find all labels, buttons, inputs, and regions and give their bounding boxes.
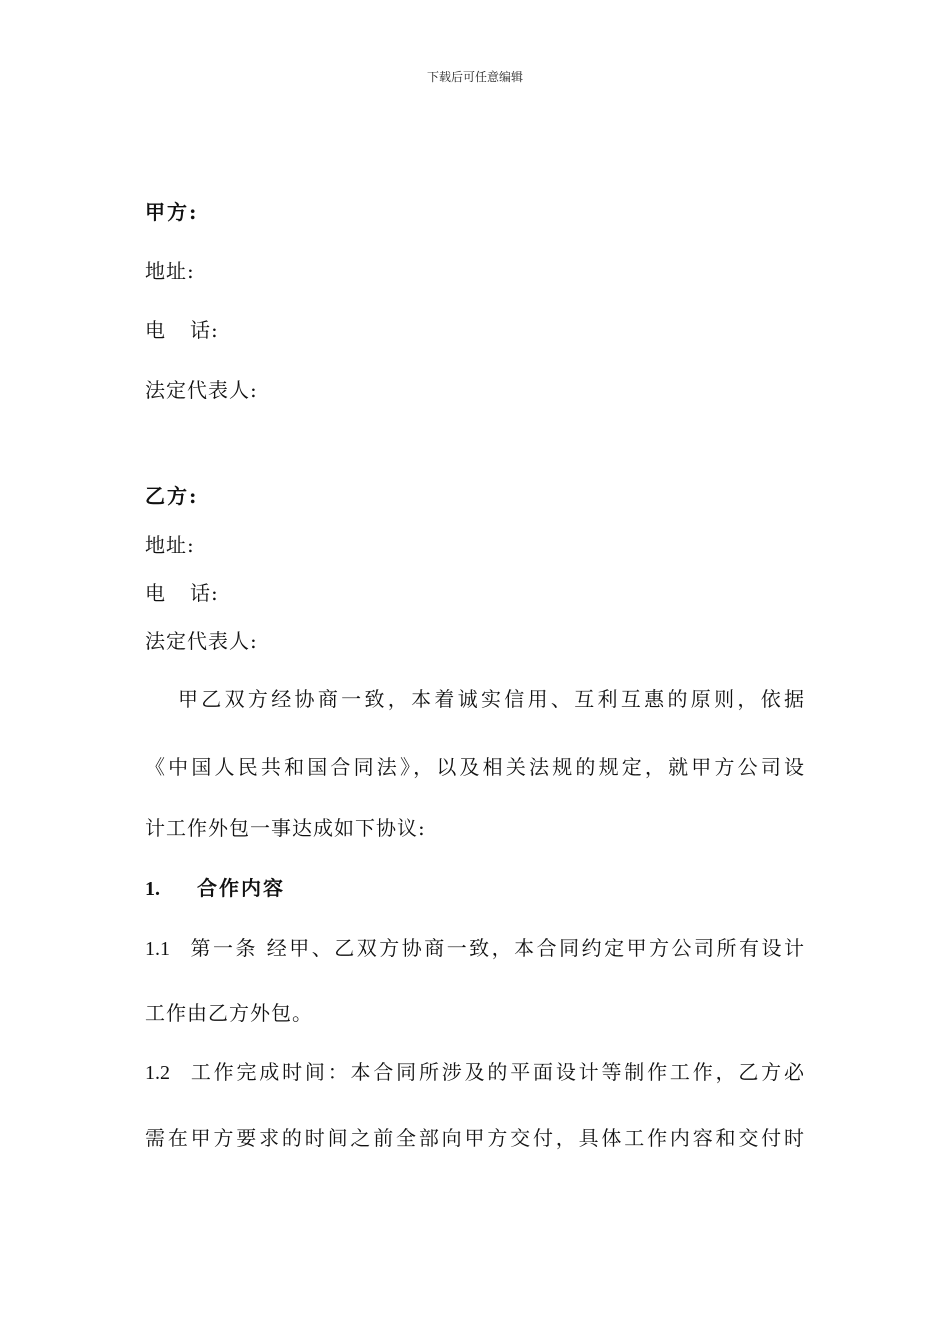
party-a-address-label: 地址: — [145, 259, 195, 283]
section-1-heading — [145, 878, 285, 899]
clause-1-1-line-1 — [145, 938, 805, 959]
party-b-address-label: 地址: — [145, 533, 195, 557]
party-b-title: 乙方: — [145, 484, 199, 508]
party-a-phone-label-char1: 电 — [145, 318, 166, 342]
party-b-representative-label: 法定代表人: — [145, 629, 258, 653]
party-b-phone-label-char2: 话: — [190, 581, 219, 605]
party-a-representative-label: 法定代表人: — [145, 378, 258, 402]
party-a-title: 甲方: — [145, 200, 199, 224]
clause-1-2-text-1: 工作完成时间：本合同所涉及的平面设计等制作工作，乙方必 — [189, 1060, 805, 1084]
clause-1-2-number: 1.2 — [145, 1062, 170, 1084]
clause-1-2-line-1 — [145, 1062, 805, 1083]
page-header-note: 下载后可任意编辑 — [426, 70, 523, 84]
party-a-phone-label — [145, 320, 219, 340]
clause-1-1-number: 1.1 — [145, 938, 170, 960]
party-b-phone-label — [145, 583, 219, 603]
intro-line-3: 计工作外包一事达成如下协议: — [145, 816, 426, 840]
clause-1-1-text-1: 第一条 经甲、乙双方协商一致，本合同约定甲方公司所有设计 — [189, 936, 805, 960]
clause-1-2-line-2: 需在甲方要求的时间之前全部向甲方交付，具体工作内容和交付时 — [145, 1126, 805, 1150]
intro-line-1: 甲乙双方经协商一致，本着诚实信用、互利互惠的原则，依据 — [178, 687, 805, 711]
party-b-phone-label-char1: 电 — [145, 581, 166, 605]
section-1-number: 1. — [145, 878, 160, 900]
section-1-title: 合作内容 — [197, 876, 285, 900]
intro-line-2: 《中国人民共和国合同法》，以及相关法规的规定，就甲方公司设 — [145, 755, 805, 779]
clause-1-1-line-2: 工作由乙方外包。 — [145, 1001, 313, 1025]
party-a-phone-label-char2: 话: — [190, 318, 219, 342]
